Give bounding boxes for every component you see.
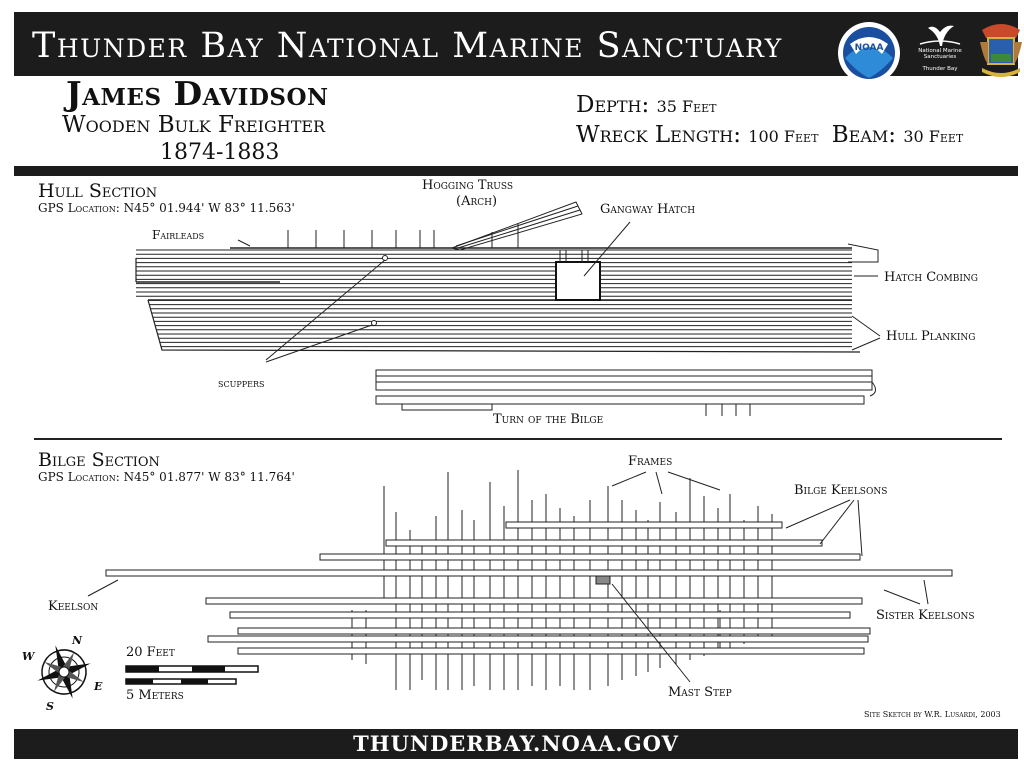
keelson-timber	[230, 612, 850, 618]
depth-label: Depth:	[576, 92, 650, 118]
noaa-logo-text: NOAA	[854, 43, 884, 53]
ship-type: Wooden Bulk Freighter	[62, 112, 326, 138]
length-label: Wreck Length:	[576, 122, 741, 148]
keelson-timber	[208, 636, 868, 642]
footer-url: THUNDERBAY.NOAA.GOV	[353, 731, 679, 756]
sister-keelsons-label: Sister Keelsons	[876, 608, 975, 623]
bilge-section-title: Bilge Section	[38, 449, 160, 471]
scale-meters-label: 5 Meters	[126, 688, 184, 703]
site-credit: Site Sketch by W.R. Lusardi, 2003	[864, 710, 1001, 719]
bilge-gps: GPS Location: N45° 01.877' W 83° 11.764'	[38, 470, 295, 484]
keelson-timber	[386, 540, 822, 546]
keelson-timber	[506, 522, 782, 528]
banner-title: Thunder Bay National Marine Sanctuary	[32, 26, 783, 66]
beam-label: Beam:	[831, 122, 897, 148]
ship-years: 1874-1883	[160, 140, 280, 165]
keelson-timber	[238, 628, 870, 634]
bottom-banner	[14, 729, 1018, 759]
keelson-timber	[206, 598, 862, 604]
compass-rose-icon	[29, 637, 103, 708]
nms-logo-sub: Thunder Bay	[922, 66, 958, 72]
mast-step-label: Mast Step	[668, 685, 732, 700]
arch-label: (Arch)	[456, 194, 498, 209]
compass-s: S	[46, 700, 54, 713]
scale-feet-label: 20 Feet	[126, 645, 175, 660]
frames-label: Frames	[628, 454, 673, 469]
turn-of-bilge-label: Turn of the Bilge	[493, 412, 604, 427]
compass-e: E	[94, 680, 103, 693]
keelson-label: Keelson	[48, 599, 99, 614]
length-value: 100 Feet	[748, 127, 819, 146]
compass-n: N	[72, 634, 83, 647]
scuppers-label: scuppers	[218, 376, 265, 390]
hogging-truss-label: Hogging Truss	[422, 178, 514, 193]
depth-value: 35 Feet	[656, 97, 717, 116]
ship-name: James Davidson	[66, 74, 329, 113]
hull-planking-label: Hull Planking	[886, 329, 976, 344]
keelson-timber	[238, 648, 864, 654]
scale-bar	[126, 666, 258, 684]
hatch-combing-label: Hatch Combing	[884, 270, 978, 285]
compass-w: W	[22, 650, 35, 663]
bilge-section-drawing	[88, 470, 952, 690]
beam-value: 30 Feet	[903, 127, 964, 146]
bilge-keelsons-label: Bilge Keelsons	[794, 483, 888, 498]
hull-gps: GPS Location: N45° 01.944' W 83° 11.563'	[38, 201, 295, 215]
fairleads-label: Fairleads	[152, 228, 205, 242]
nms-logo-text: National Marine Sanctuaries	[918, 48, 962, 60]
gangway-hatch-label: Gangway Hatch	[600, 202, 696, 217]
keelson-timber	[320, 554, 860, 560]
hull-section-title: Hull Section	[38, 180, 158, 202]
keelson-timber	[106, 570, 952, 576]
